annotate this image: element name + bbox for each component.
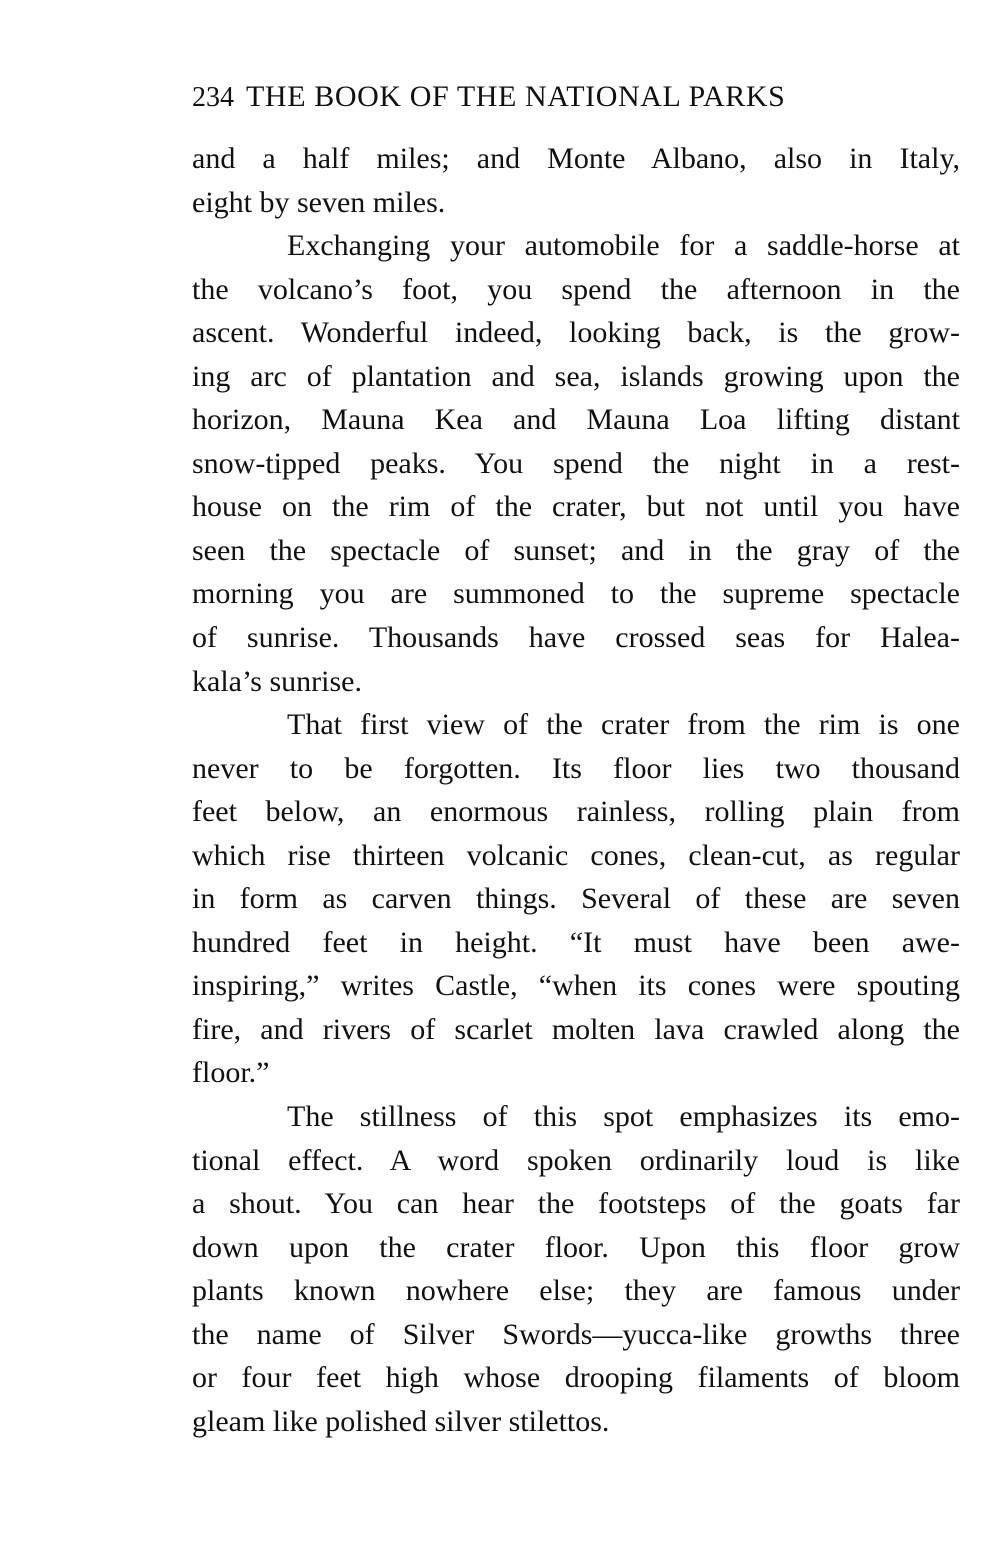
text-line: ascent. Wonderful indeed, looking back, is the grow- (192, 316, 960, 350)
text-line: morning you are summoned to the supreme spectacle (192, 577, 960, 611)
text-line: plants known nowhere else; they are famous under (192, 1274, 960, 1308)
text-line: in form as carven things. Several of these are seven (192, 882, 960, 916)
text-line: and a half miles; and Monte Albano, also in Italy, (192, 142, 960, 175)
paragraph (192, 1095, 960, 1443)
text-line: the name of Silver Swords—yucca-like growths three (192, 1317, 960, 1351)
text-line: ing arc of plantation and sea, islands growing upon the (192, 359, 960, 393)
running-header (192, 80, 962, 114)
paragraph (192, 224, 960, 703)
paragraph (192, 137, 960, 224)
text-line: The stillness of this spot emphasizes its emo- (287, 1100, 960, 1134)
text-line: snow-tipped peaks. You spend the night in a rest- (192, 446, 960, 480)
text-line: horizon, Mauna Kea and Mauna Loa lifting distant (192, 403, 960, 437)
text-line: or four feet high whose drooping filaments of bloom (192, 1361, 960, 1395)
text-line: fire, and rivers of scarlet molten lava crawled along the (192, 1012, 960, 1046)
text-line: That first view of the crater from the rim is one (287, 708, 960, 742)
text-line: Exchanging your automobile for a saddle-horse at (287, 229, 960, 263)
text-line: feet below, an enormous rainless, rolling plain from (192, 795, 960, 829)
running-title: THE BOOK OF THE NATIONAL PARKS (246, 80, 786, 113)
paragraph (192, 703, 960, 1095)
text-line: the volcano’s foot, you spend the afternoon in the (192, 272, 960, 306)
page-number: 234 (192, 82, 234, 113)
text-line: down upon the crater floor. Upon this floor grow (192, 1230, 960, 1264)
text-line: house on the rim of the crater, but not until you have (192, 490, 960, 524)
text-line: tional effect. A word spoken ordinarily loud is like (192, 1143, 960, 1177)
text-line: which rise thirteen volcanic cones, clean-cut, as regular (192, 838, 960, 872)
text-line: inspiring,” writes Castle, “when its cones were spouting (192, 969, 960, 1003)
page-body (192, 137, 960, 1443)
text-line: never to be forgotten. Its floor lies two thousand (192, 751, 960, 785)
text-line: a shout. You can hear the footsteps of the goats far (192, 1187, 960, 1221)
text-line: kala’s sunrise. (192, 664, 362, 698)
text-line: floor.” (192, 1056, 270, 1090)
text-line: seen the spectacle of sunset; and in the gray of the (192, 533, 960, 567)
text-line: hundred feet in height. “It must have been awe- (192, 925, 960, 959)
text-line: eight by seven miles. (192, 185, 446, 219)
text-line: of sunrise. Thousands have crossed seas for Halea- (192, 621, 960, 655)
text-line: gleam like polished silver stilettos. (192, 1404, 610, 1438)
